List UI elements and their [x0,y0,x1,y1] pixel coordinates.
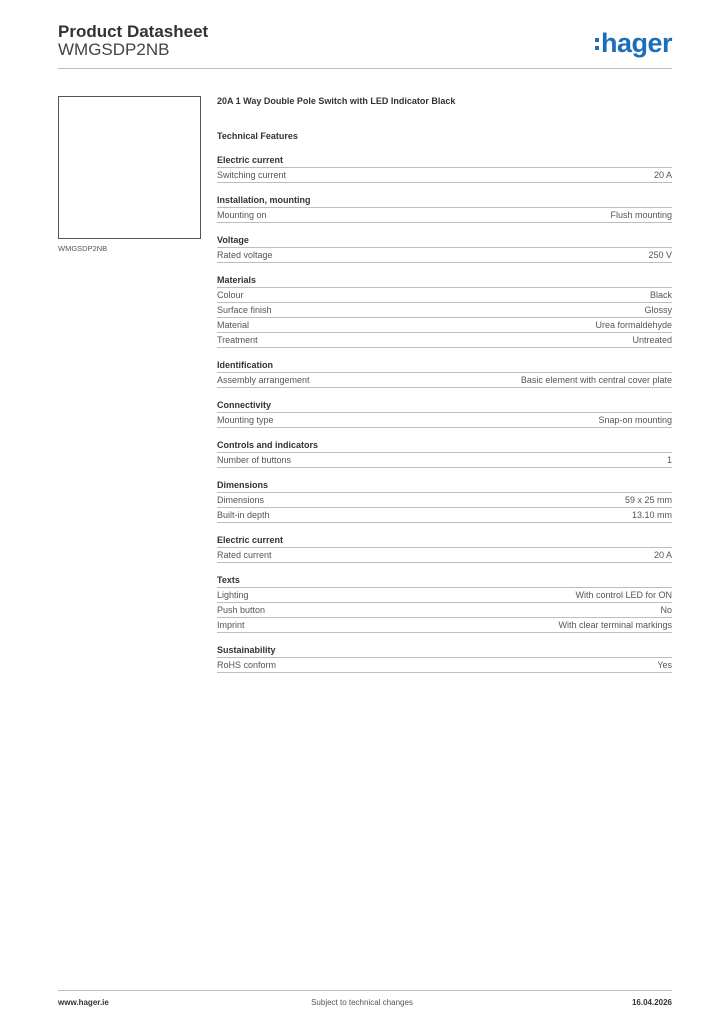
feature-row [217,288,672,303]
feature-label: Number of buttons [217,455,292,465]
feature-section [217,573,672,633]
section-spacer [217,223,672,233]
datasheet-content [217,94,672,673]
feature-value: Urea formaldehyde [595,320,672,330]
feature-value: Untreated [632,335,672,345]
feature-label: Dimensions [217,495,265,505]
feature-value: Snap-on mounting [598,415,672,425]
product-name: 20A 1 Way Double Pole Switch with LED Indicator Black [217,96,456,106]
feature-value: 20 A [653,170,672,180]
feature-label: Rated voltage [217,250,273,260]
feature-label: Push button [217,605,266,615]
header-divider [58,68,672,69]
section-spacer [217,183,672,193]
feature-value: Yes [657,660,672,670]
feature-value: With control LED for ON [575,590,672,600]
feature-value: Glossy [644,305,672,315]
hager-logo [595,28,672,59]
section-title: Electric current [217,533,672,548]
product-code: WMGSDP2NB [58,40,170,59]
technical-features-heading: Technical Features [217,131,298,141]
section-spacer [217,263,672,273]
feature-row [217,658,672,673]
feature-value: With clear terminal markings [558,620,672,630]
feature-row [217,603,672,618]
feature-value: Basic element with central cover plate [520,375,672,385]
feature-value: Black [649,290,672,300]
feature-sections [217,153,672,673]
product-image-caption: WMGSDP2NB [58,244,108,253]
feature-row [217,333,672,348]
feature-row [217,413,672,428]
section-title: Controls and indicators [217,438,672,453]
document-title: Product Datasheet [58,22,209,41]
feature-label: Surface finish [217,305,272,315]
section-title: Materials [217,273,672,288]
feature-value: No [660,605,672,615]
footer-divider [58,990,672,991]
feature-row [217,548,672,563]
feature-section [217,533,672,563]
section-title: Installation, mounting [217,193,672,208]
feature-row [217,373,672,388]
feature-label: Mounting type [217,415,274,425]
feature-label: Mounting on [217,210,267,220]
feature-value: 1 [666,455,672,465]
feature-row [217,453,672,468]
feature-label: Imprint [217,620,245,630]
section-spacer [217,633,672,643]
feature-row [217,248,672,263]
footer-website: www.hager.ie [58,998,109,1007]
feature-value: Flush mounting [610,210,672,220]
feature-label: Rated current [217,550,272,560]
feature-section [217,643,672,673]
feature-row [217,588,672,603]
feature-section [217,153,672,183]
feature-label: Assembly arrangement [217,375,310,385]
feature-row [217,618,672,633]
section-spacer [217,468,672,478]
feature-value: 250 V [648,250,672,260]
feature-row [217,208,672,223]
feature-label: Colour [217,290,244,300]
footer-date: 16.04.2026 [631,998,672,1007]
feature-label: Lighting [217,590,249,600]
section-spacer [217,428,672,438]
section-title: Dimensions [217,478,672,493]
feature-section [217,398,672,428]
feature-value: 20 A [653,550,672,560]
section-spacer [217,563,672,573]
feature-label: Switching current [217,170,287,180]
feature-row [217,168,672,183]
feature-section [217,438,672,468]
section-spacer [217,523,672,533]
feature-row [217,303,672,318]
section-title: Electric current [217,153,672,168]
feature-section [217,193,672,223]
section-spacer [217,388,672,398]
feature-value: 59 x 25 mm [624,495,672,505]
feature-label: Material [217,320,250,330]
feature-row [217,318,672,333]
feature-label: Built-in depth [217,510,270,520]
feature-section [217,273,672,348]
section-title: Texts [217,573,672,588]
feature-section [217,233,672,263]
feature-value: 13.10 mm [631,510,672,520]
section-title: Identification [217,358,672,373]
feature-section [217,478,672,523]
product-image-placeholder [58,96,201,239]
section-title: Sustainability [217,643,672,658]
section-spacer [217,348,672,358]
feature-label: Treatment [217,335,258,345]
feature-label: RoHS conform [217,660,277,670]
logo-dots-icon [595,38,599,50]
feature-section [217,358,672,388]
section-title: Connectivity [217,398,672,413]
section-title: Voltage [217,233,672,248]
footer-notice: Subject to technical changes [311,998,413,1007]
feature-row [217,493,672,508]
feature-row [217,508,672,523]
logo-text: hager [600,28,672,58]
